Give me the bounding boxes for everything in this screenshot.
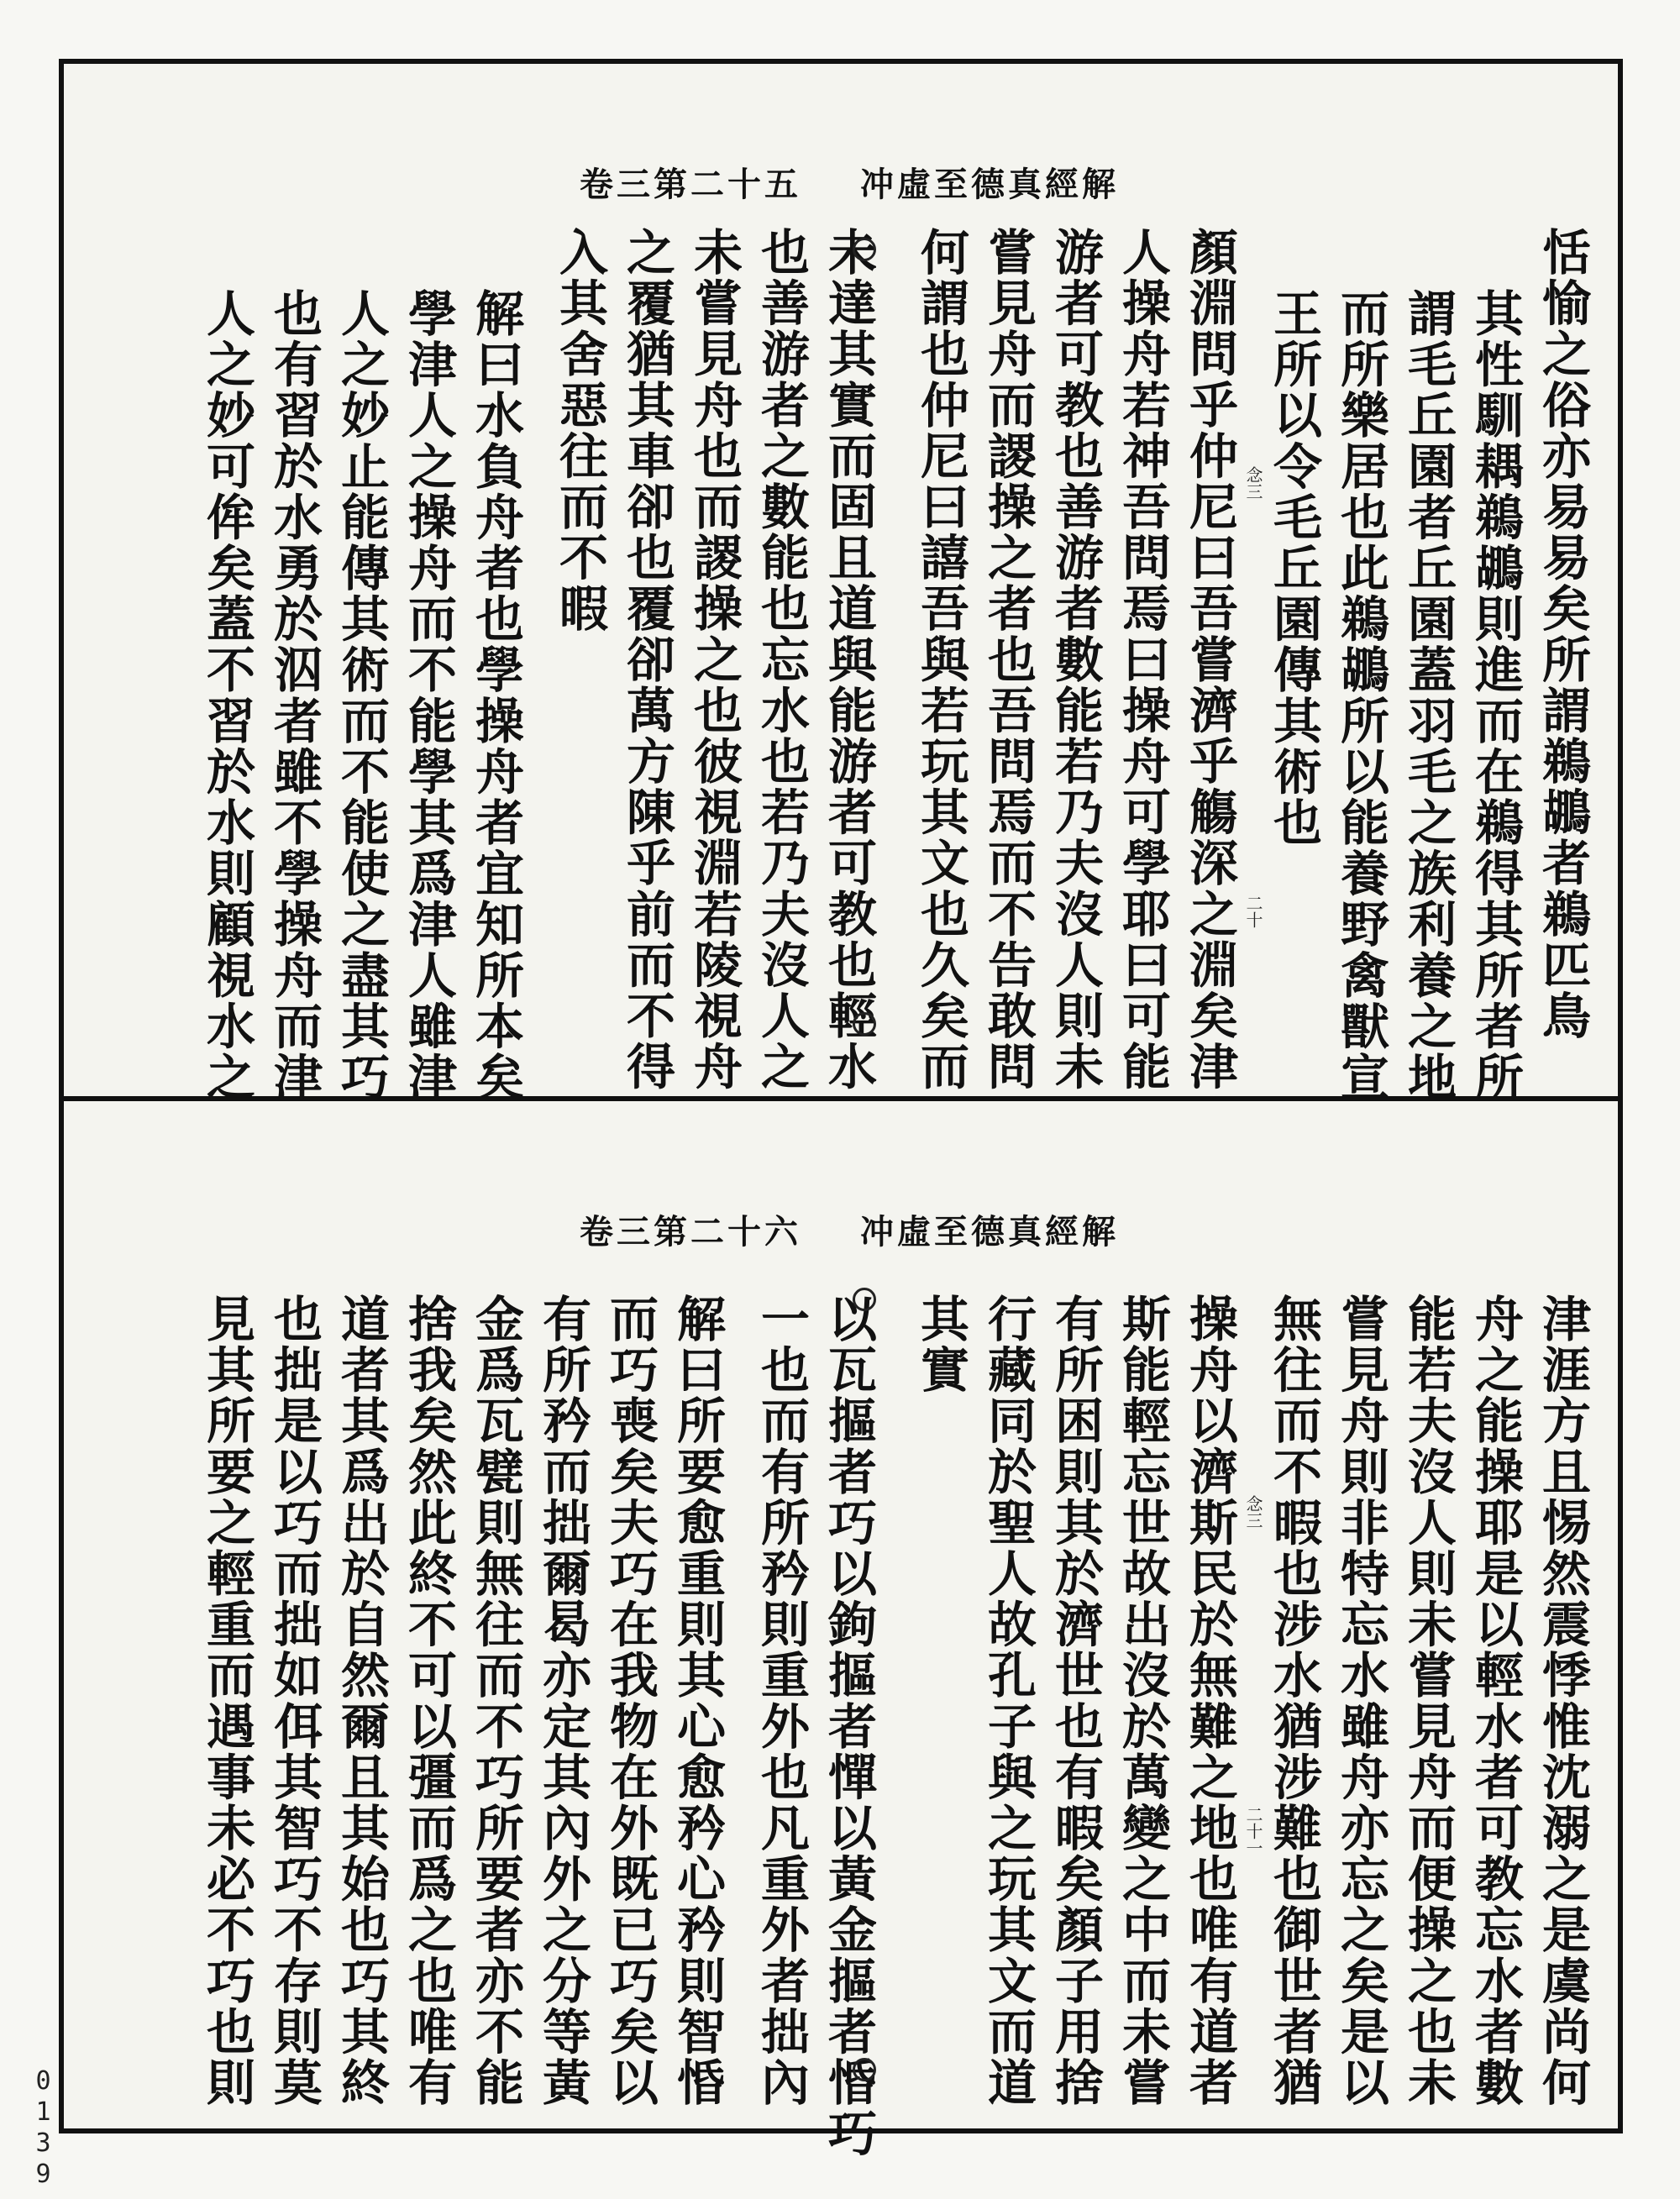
top-header-title: 冲虛至德真經解 [860,165,1119,204]
bottom-col-11: 以瓦摳者巧以鉤摳者憚以黃金摳者惛巧 [820,1294,877,2160]
bottom-col-1: 津涯方且惕然震悸惟沈溺之是虞尚何 [1534,1294,1591,2108]
top-col-16: 解曰水負舟者也學操舟者宜知所本矣 [467,288,524,1103]
top-col-17: 學津人之操舟而不能學其爲津人雖津 [400,288,457,1103]
bottom-mark-2: 二十一 [1243,1806,1263,1856]
bottom-col-16: 金爲瓦甓則無往而不巧所要者亦不能 [467,1294,524,2108]
top-col-2: 其性馴耦鵜鶘則進而在鵜得其所者所 [1467,288,1524,1103]
top-col-12: 也善游者之數能也忘水也若乃夫沒人之 [753,227,810,1093]
bottom-col-19: 也拙是以巧而拙如佴其智巧不存則莫 [265,1294,323,2108]
top-col-7: 人操舟若神吾問焉曰操舟可學耶曰可能 [1114,227,1171,1093]
top-col-18: 人之妙止能傳其術而不能使之盡其巧 [333,288,390,1103]
top-col-14: 之覆猶其車卻也覆卻萬方陳乎前而不得 [618,227,675,1093]
bottom-col-13: 解曰所要愈重則其心愈矜心矜則智惛 [669,1294,726,2108]
bottom-col-15: 有所矜而拙爾曷亦定其內外之分等黃 [534,1294,591,2108]
top-col-15: 入其舍惡往而不暇 [551,227,608,634]
top-col-5: 王所以令毛丘園傳其術也 [1265,288,1322,848]
bottom-col-3: 能若夫沒人則未嘗見舟而便操之也未 [1399,1294,1457,2108]
bottom-header-title: 冲虛至德真經解 [860,1212,1119,1252]
bottom-mark-1: 念三 [1243,1495,1263,1529]
top-col-20: 人之妙可侔矣蓋不習於水則顧視水之 [198,288,255,1103]
top-col-4: 而所樂居也此鵜鶘所以能養野禽獸宣 [1332,288,1389,1103]
bottom-col-17: 捨我矣然此終不可以彊而爲之也唯有 [400,1294,457,2108]
top-col-9: 嘗見舟而謖操之者也吾問焉而不告敢問 [979,227,1037,1093]
bottom-col-12: 一也而有所矜則重外也凡重外者拙內 [753,1294,810,2108]
bottom-header [580,1205,1119,1253]
bottom-col-6: 操舟以濟斯民於無難之地也唯有道者 [1181,1294,1238,2108]
top-mark-1: 念三 [1243,466,1263,500]
bottom-col-8: 有所困則其於濟世也有暇矣顏子用捨 [1047,1294,1104,2108]
bottom-header-volume: 卷三第二十六 [580,1212,801,1252]
page-number: 0139 [29,2066,58,2191]
top-circle-1 [853,238,876,261]
top-circle-2 [853,1012,876,1036]
bottom-col-5: 無往而不暇也涉水猶涉難也御世者猶 [1265,1294,1322,2108]
bottom-col-7: 斯能輕忘世故出沒於萬變之中而未嘗 [1114,1294,1171,2108]
bottom-col-4: 嘗見舟則非特忘水雖舟亦忘之矣是以 [1332,1294,1389,2108]
bottom-col-9: 行藏同於聖人故孔子與之玩其文而道 [979,1294,1037,2108]
top-col-13: 未嘗見舟也而謖操之也彼視淵若陵視舟 [685,227,743,1093]
top-col-1: 恬愉之俗亦易易矣所謂鵜鶘者鵜匹鳥 [1534,227,1591,1042]
bottom-col-2: 舟之能操耶是以輕水者可教忘水者數 [1467,1294,1524,2108]
top-col-3: 謂毛丘園者丘園蓋羽毛之族利養之地 [1399,288,1457,1103]
top-header [580,158,1119,206]
bottom-col-14: 而巧喪矣夫巧在我物在外既已巧矣以 [601,1294,659,2108]
bottom-circle-2 [853,2058,876,2081]
top-header-volume: 卷三第二十五 [580,165,801,204]
top-col-8: 游者可教也善游者數能若乃夫沒人則未 [1047,227,1104,1093]
top-mark-2: 二十 [1243,895,1263,928]
bottom-col-10: 其實 [912,1294,969,1396]
top-col-11: 未達其實而固且道與能游者可教也輕水 [820,227,877,1093]
bottom-col-18: 道者其爲出於自然爾且其始也巧其終 [333,1294,390,2108]
top-col-10: 何謂也仲尼曰譆吾與若玩其文也久矣而 [912,227,969,1093]
bottom-circle-1 [853,1288,876,1311]
bottom-col-20: 見其所要之輕重而遇事未必不巧也則 [198,1294,255,2108]
top-col-19: 也有習於水勇於泅者雖不學操舟而津 [265,288,323,1103]
top-col-6: 顏淵問乎仲尼曰吾嘗濟乎觴深之淵矣津 [1181,227,1238,1093]
